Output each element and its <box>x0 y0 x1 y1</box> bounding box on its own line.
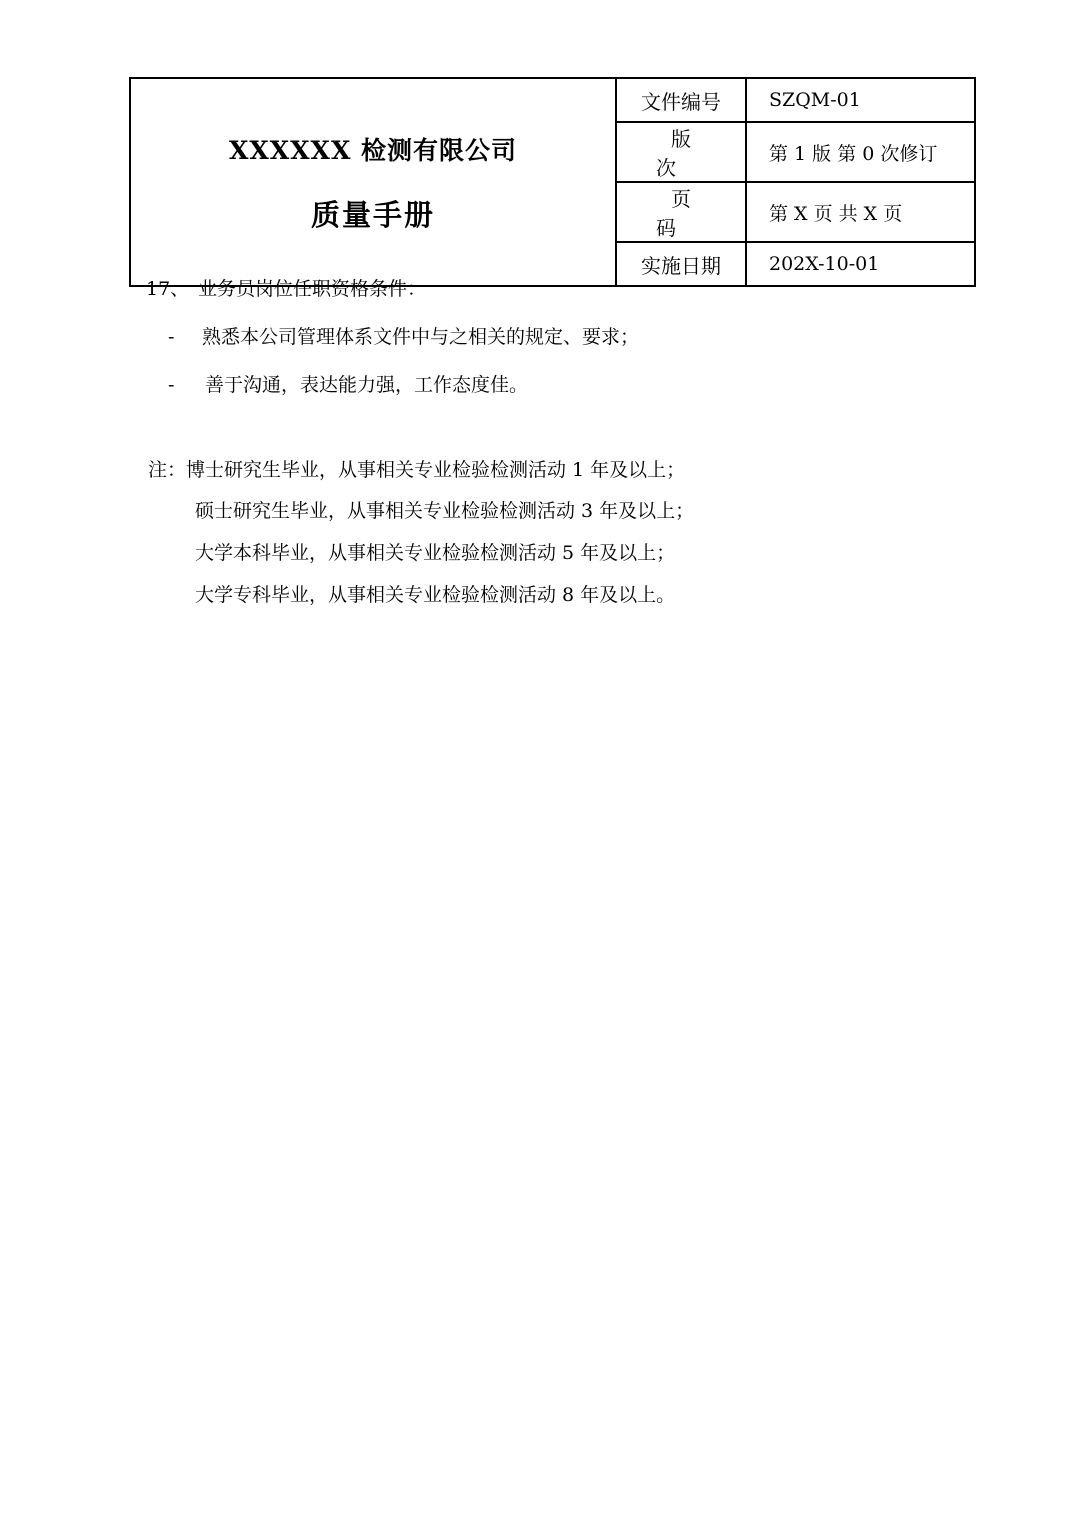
section-number: 17、 <box>146 278 190 300</box>
list-item <box>168 370 528 397</box>
note-line <box>195 580 675 607</box>
version-label-cell <box>616 122 746 182</box>
bullet-marker: - <box>168 326 175 348</box>
company-title-cell <box>130 78 616 286</box>
note-text: 大学专科毕业，从事相关专业检验检测活动 8 年及以上。 <box>195 584 676 606</box>
file-number-label: 文件编号 <box>616 78 746 122</box>
note-line <box>148 455 685 482</box>
note-text: 硕士研究生毕业，从事相关专业检验检测活动 3 年及以上； <box>195 500 695 522</box>
company-name: XXXXXX 检测有限公司 <box>228 135 518 165</box>
page-label: 页码 <box>656 187 721 240</box>
list-item <box>168 322 639 349</box>
page-value: 第 X 页 共 X 页 <box>746 182 975 242</box>
section-heading <box>146 274 426 301</box>
bullet-marker: - <box>168 374 175 396</box>
bullet-text: 熟悉本公司管理体系文件中与之相关的规定、要求； <box>202 326 640 348</box>
section-title: 业务员岗位任职资格条件： <box>198 278 427 300</box>
note-text: 博士研究生毕业，从事相关专业检验检测活动 1 年及以上； <box>186 459 686 481</box>
effective-date-value: 202X-10-01 <box>746 242 975 286</box>
note-line <box>195 538 675 565</box>
file-number-value: SZQM-01 <box>746 78 975 122</box>
version-label: 版次 <box>656 127 721 180</box>
effective-date-label: 实施日期 <box>616 242 746 286</box>
bullet-text: 善于沟通，表达能力强，工作态度佳。 <box>205 374 529 396</box>
note-line <box>195 496 694 523</box>
document-header-table <box>129 77 976 287</box>
page-label-cell <box>616 182 746 242</box>
note-prefix: 注： <box>148 459 187 481</box>
version-value: 第 1 版 第 0 次修订 <box>746 122 975 182</box>
manual-title: 质量手册 <box>310 197 435 232</box>
note-text: 大学本科毕业，从事相关专业检验检测活动 5 年及以上； <box>195 542 676 564</box>
